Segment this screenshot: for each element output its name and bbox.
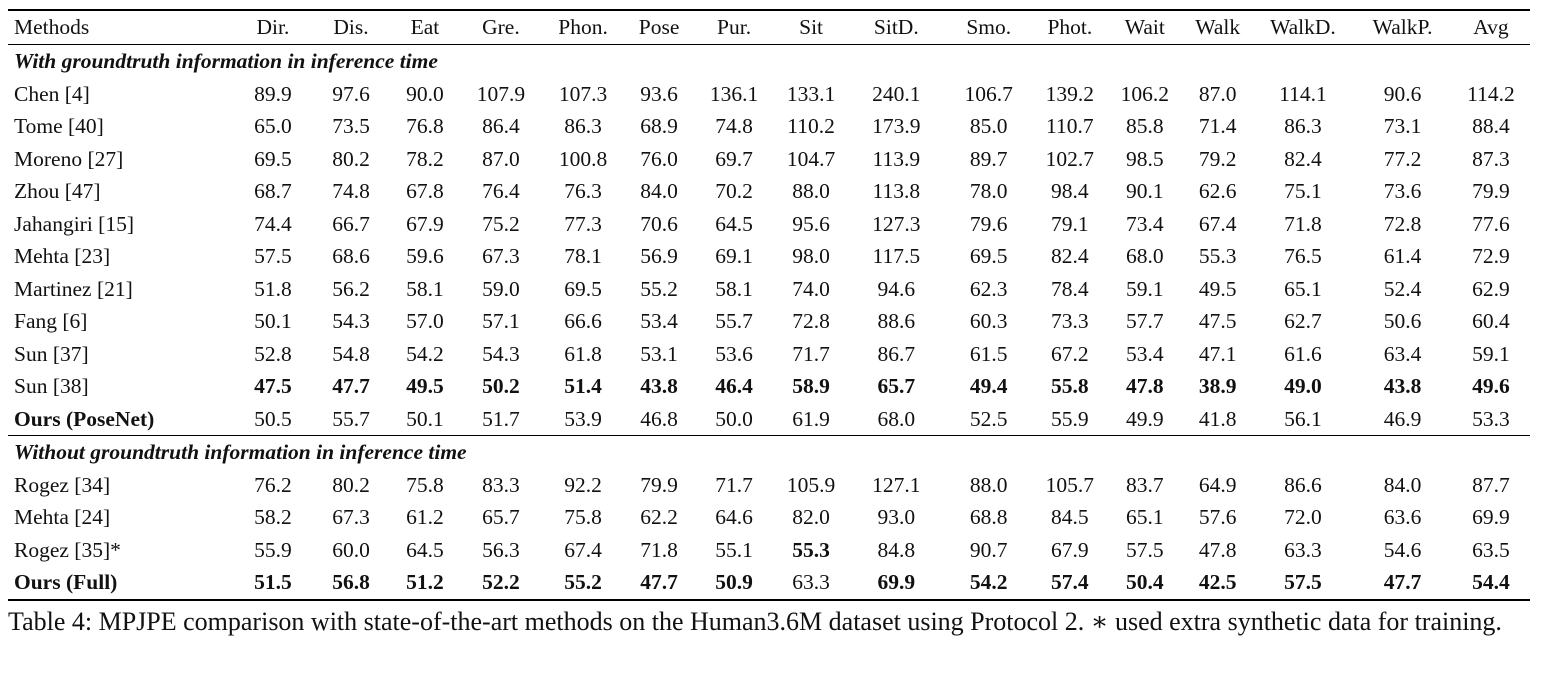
value-cell: 52.4 [1383,276,1422,301]
value-cell: 76.4 [482,179,520,203]
value-cell: 61.5 [969,341,1008,366]
value-cell: 68.6 [332,244,370,268]
value-cell: 42.5 [1198,570,1237,594]
method-cell: Ours (PoseNet) [14,406,155,431]
value-cell: 54.6 [1383,537,1422,562]
value-cell: 62.6 [1198,179,1237,203]
value-cell: 90.1 [1125,179,1164,203]
value-cell: 50.0 [715,406,753,431]
value-cell: 41.8 [1198,406,1237,431]
value-cell: 173.9 [872,114,921,138]
table-row [8,110,1530,143]
value-cell: 69.5 [564,276,602,301]
value-cell: 61.8 [564,341,602,366]
value-cell: 47.7 [1383,570,1422,594]
value-cell: 66.6 [564,309,602,333]
value-cell: 53.6 [715,341,753,366]
value-cell: 74.0 [792,276,830,301]
value-cell: 87.7 [1472,472,1510,497]
value-cell: 65.7 [877,374,916,398]
value-cell: 73.3 [1051,309,1089,333]
header-sit: Sit [774,10,848,45]
value-cell: 62.9 [1472,276,1510,301]
value-cell: 127.1 [872,472,921,497]
value-cell: 62.7 [1284,309,1322,333]
value-cell: 51.5 [254,570,292,594]
value-cell: 58.2 [254,505,292,529]
value-cell: 90.7 [969,537,1008,562]
value-cell: 76.5 [1284,244,1322,268]
value-cell: 55.8 [1051,374,1089,398]
value-cell: 63.5 [1472,537,1510,562]
value-cell: 68.0 [877,406,916,431]
value-cell: 79.6 [969,211,1008,236]
method-cell: Fang [6] [14,309,88,333]
table-row [8,534,1530,567]
value-cell: 84.0 [640,179,678,203]
table-row [8,501,1530,534]
value-cell: 73.4 [1125,211,1164,236]
value-cell: 67.4 [564,537,602,562]
value-cell: 86.4 [482,114,520,138]
value-cell: 54.2 [969,570,1008,594]
value-cell: 240.1 [872,81,921,106]
value-cell: 78.2 [406,146,444,171]
value-cell: 114.1 [1279,81,1327,106]
value-cell: 63.3 [1284,537,1322,562]
value-cell: 73.6 [1383,179,1422,203]
value-cell: 43.8 [1383,374,1422,398]
header-dir: Dir. [234,10,312,45]
value-cell: 55.3 [1198,244,1237,268]
value-cell: 88.6 [877,309,916,333]
value-cell: 56.2 [332,276,370,301]
value-cell: 84.5 [1051,505,1089,529]
value-cell: 59.1 [1472,341,1510,366]
value-cell: 79.1 [1051,211,1089,236]
table-row [8,370,1530,403]
value-cell: 60.3 [969,309,1008,333]
value-cell: 51.7 [482,406,520,431]
header-wait: Wait [1107,10,1183,45]
value-cell: 90.0 [406,81,444,106]
table-row [8,403,1530,436]
value-cell: 52.8 [254,341,292,366]
value-cell: 82.4 [1051,244,1089,268]
value-cell: 64.5 [715,211,753,236]
value-cell: 133.1 [786,81,836,106]
value-cell: 71.7 [792,341,830,366]
value-cell: 62.3 [969,276,1008,301]
value-cell: 77.2 [1383,146,1422,171]
value-cell: 50.2 [482,374,520,398]
value-cell: 72.8 [1383,211,1422,236]
value-cell: 78.4 [1051,276,1089,301]
value-cell: 86.6 [1284,472,1322,497]
value-cell: 114.2 [1467,81,1515,106]
value-cell: 57.7 [1125,309,1164,333]
header-smo: Smo. [945,10,1033,45]
value-cell: 86.3 [564,114,602,138]
value-cell: 57.5 [254,244,292,268]
value-cell: 50.1 [406,406,444,431]
header-eat: Eat [390,10,460,45]
value-cell: 55.1 [715,537,753,562]
value-cell: 69.7 [715,146,753,171]
value-cell: 75.8 [564,505,602,529]
value-cell: 47.5 [254,374,292,398]
value-cell: 69.9 [877,570,916,594]
value-cell: 50.4 [1125,570,1164,594]
value-cell: 53.1 [640,341,678,366]
header-avg: Avg [1452,10,1530,45]
header-walkp: WalkP. [1353,10,1452,45]
value-cell: 67.4 [1198,211,1237,236]
table-row [8,566,1530,600]
value-cell: 67.3 [332,505,370,529]
value-cell: 70.6 [640,211,678,236]
value-cell: 54.4 [1472,570,1510,594]
value-cell: 98.0 [792,244,830,268]
value-cell: 85.0 [969,114,1008,138]
table-row [8,208,1530,241]
value-cell: 65.7 [482,505,520,529]
header-walkd: WalkD. [1253,10,1354,45]
header-phot: Phot. [1033,10,1107,45]
value-cell: 60.0 [332,537,370,562]
value-cell: 98.5 [1125,146,1164,171]
value-cell: 67.3 [482,244,520,268]
value-cell: 58.1 [715,276,753,301]
results-table [8,9,1530,601]
value-cell: 52.2 [482,570,520,594]
section-title: With groundtruth information in inference time [14,49,438,73]
value-cell: 65.0 [254,114,292,138]
value-cell: 76.2 [254,472,292,497]
value-cell: 67.8 [406,179,444,203]
method-cell: Sun [38] [14,374,89,398]
value-cell: 58.9 [792,374,830,398]
method-cell: Ours (Full) [14,570,118,594]
value-cell: 85.8 [1125,114,1164,138]
value-cell: 106.7 [964,81,1013,106]
value-cell: 88.0 [969,472,1008,497]
value-cell: 55.3 [792,537,830,562]
table-row [8,469,1530,502]
value-cell: 127.3 [872,211,921,236]
value-cell: 61.6 [1284,341,1322,366]
value-cell: 106.2 [1120,81,1169,106]
value-cell: 51.8 [254,276,292,301]
value-cell: 82.0 [792,505,830,529]
value-cell: 47.8 [1198,537,1237,562]
value-cell: 68.8 [969,505,1008,529]
value-cell: 55.7 [332,406,370,431]
value-cell: 69.1 [715,244,753,268]
value-cell: 100.8 [558,146,608,171]
value-cell: 49.5 [406,374,444,398]
section-header-row [8,436,1530,469]
results-table-container [8,9,1530,601]
method-cell: Jahangiri [15] [14,211,135,236]
value-cell: 79.9 [640,472,678,497]
value-cell: 82.4 [1284,146,1322,171]
header-methods: Methods [8,10,234,45]
value-cell: 80.2 [332,146,370,171]
value-cell: 47.5 [1198,309,1237,333]
value-cell: 53.4 [1125,341,1164,366]
value-cell: 83.7 [1125,472,1164,497]
value-cell: 55.2 [564,570,602,594]
header-gre: Gre. [460,10,542,45]
value-cell: 49.5 [1198,276,1237,301]
value-cell: 78.0 [969,179,1008,203]
value-cell: 62.2 [640,505,678,529]
value-cell: 86.7 [877,341,916,366]
value-cell: 93.6 [640,81,678,106]
value-cell: 58.1 [406,276,444,301]
value-cell: 89.7 [969,146,1008,171]
value-cell: 104.7 [786,146,836,171]
table-row [8,143,1530,176]
method-cell: Chen [4] [14,81,90,106]
value-cell: 38.9 [1198,374,1237,398]
method-cell: Moreno [27] [14,146,124,171]
value-cell: 75.2 [482,211,520,236]
value-cell: 47.8 [1125,374,1164,398]
value-cell: 56.9 [640,244,678,268]
value-cell: 57.4 [1051,570,1089,594]
value-cell: 68.9 [640,114,678,138]
value-cell: 76.8 [406,114,444,138]
table-header-row [8,10,1530,45]
value-cell: 56.3 [482,537,520,562]
value-cell: 84.8 [877,537,916,562]
value-cell: 57.1 [482,309,520,333]
value-cell: 113.9 [872,146,921,171]
value-cell: 72.8 [792,309,830,333]
value-cell: 97.6 [332,81,370,106]
value-cell: 94.6 [877,276,916,301]
value-cell: 105.9 [786,472,836,497]
value-cell: 93.0 [877,505,916,529]
value-cell: 90.6 [1383,81,1422,106]
value-cell: 107.3 [558,81,608,106]
value-cell: 74.8 [332,179,370,203]
method-cell: Rogez [34] [14,472,111,497]
header-phon: Phon. [542,10,624,45]
value-cell: 50.6 [1383,309,1422,333]
value-cell: 57.5 [1284,570,1322,594]
method-cell: Rogez [35]* [14,537,121,562]
value-cell: 43.8 [640,374,678,398]
value-cell: 46.8 [640,406,678,431]
method-cell: Zhou [47] [14,179,101,203]
value-cell: 55.9 [1051,406,1089,431]
value-cell: 72.9 [1472,244,1510,268]
value-cell: 64.6 [715,505,753,529]
value-cell: 51.4 [564,374,602,398]
value-cell: 49.4 [969,374,1008,398]
value-cell: 139.2 [1045,81,1095,106]
value-cell: 47.1 [1198,341,1237,366]
value-cell: 87.3 [1472,146,1510,171]
value-cell: 46.9 [1383,406,1422,431]
method-cell: Martinez [21] [14,276,133,301]
value-cell: 59.6 [406,244,444,268]
value-cell: 49.6 [1472,374,1510,398]
table-row [8,78,1530,111]
value-cell: 68.7 [254,179,292,203]
method-cell: Mehta [24] [14,505,111,529]
value-cell: 55.9 [254,537,292,562]
section-title: Without groundtruth information in inference time [14,440,467,464]
value-cell: 49.9 [1125,406,1164,431]
table-row [8,338,1530,371]
value-cell: 98.4 [1051,179,1089,203]
value-cell: 110.7 [1046,114,1094,138]
value-cell: 105.7 [1045,472,1095,497]
value-cell: 67.9 [1051,537,1089,562]
value-cell: 95.6 [792,211,830,236]
value-cell: 65.1 [1284,276,1322,301]
section-header-row [8,45,1530,78]
value-cell: 73.5 [332,114,370,138]
value-cell: 79.9 [1472,179,1510,203]
value-cell: 79.2 [1198,146,1237,171]
value-cell: 86.3 [1284,114,1322,138]
value-cell: 71.8 [1284,211,1322,236]
value-cell: 56.1 [1284,406,1322,431]
value-cell: 46.4 [715,374,753,398]
value-cell: 61.4 [1383,244,1422,268]
value-cell: 50.1 [254,309,292,333]
value-cell: 57.0 [406,309,444,333]
value-cell: 61.9 [792,406,830,431]
value-cell: 88.0 [792,179,830,203]
value-cell: 75.1 [1284,179,1322,203]
header-pose: Pose [624,10,694,45]
value-cell: 69.5 [969,244,1008,268]
value-cell: 61.2 [406,505,444,529]
method-cell: Tome [40] [14,114,104,138]
value-cell: 53.9 [564,406,602,431]
value-cell: 84.0 [1383,472,1422,497]
value-cell: 71.8 [640,537,678,562]
value-cell: 74.8 [715,114,753,138]
value-cell: 56.8 [332,570,370,594]
value-cell: 83.3 [482,472,520,497]
value-cell: 92.2 [564,472,602,497]
value-cell: 60.4 [1472,309,1510,333]
value-cell: 75.8 [406,472,444,497]
value-cell: 51.2 [406,570,444,594]
value-cell: 50.5 [254,406,292,431]
value-cell: 54.3 [332,309,370,333]
value-cell: 55.7 [715,309,753,333]
value-cell: 87.0 [1198,81,1237,106]
value-cell: 64.5 [406,537,444,562]
value-cell: 64.9 [1198,472,1237,497]
value-cell: 57.6 [1198,505,1237,529]
value-cell: 136.1 [709,81,759,106]
value-cell: 53.4 [640,309,678,333]
value-cell: 49.0 [1284,374,1322,398]
table-body [8,45,1530,600]
value-cell: 69.5 [254,146,292,171]
value-cell: 76.0 [640,146,678,171]
value-cell: 54.8 [332,341,370,366]
value-cell: 73.1 [1383,114,1422,138]
value-cell: 77.3 [564,211,602,236]
value-cell: 80.2 [332,472,370,497]
value-cell: 53.3 [1472,406,1510,431]
value-cell: 69.9 [1472,505,1510,529]
value-cell: 71.7 [715,472,753,497]
value-cell: 70.2 [715,179,753,203]
header-dis: Dis. [312,10,390,45]
value-cell: 55.2 [640,276,678,301]
value-cell: 59.1 [1125,276,1164,301]
value-cell: 47.7 [640,570,678,594]
value-cell: 54.2 [406,341,444,366]
value-cell: 50.9 [715,570,753,594]
value-cell: 67.2 [1051,341,1089,366]
table-row [8,273,1530,306]
value-cell: 87.0 [482,146,520,171]
value-cell: 47.7 [332,374,370,398]
value-cell: 72.0 [1284,505,1322,529]
value-cell: 54.3 [482,341,520,366]
method-cell: Mehta [23] [14,244,111,268]
value-cell: 77.6 [1472,211,1510,236]
value-cell: 117.5 [872,244,921,268]
value-cell: 66.7 [332,211,370,236]
header-sitd: SitD. [848,10,945,45]
header-walk: Walk [1183,10,1253,45]
table-row [8,305,1530,338]
value-cell: 113.8 [872,179,921,203]
value-cell: 52.5 [969,406,1008,431]
value-cell: 68.0 [1125,244,1164,268]
value-cell: 65.1 [1125,505,1164,529]
value-cell: 89.9 [254,81,292,106]
value-cell: 67.9 [406,211,444,236]
value-cell: 71.4 [1198,114,1237,138]
value-cell: 107.9 [476,81,526,106]
value-cell: 59.0 [482,276,520,301]
value-cell: 78.1 [564,244,602,268]
value-cell: 102.7 [1045,146,1095,171]
table-row [8,175,1530,208]
value-cell: 63.4 [1383,341,1422,366]
value-cell: 63.3 [792,570,830,594]
value-cell: 88.4 [1472,114,1510,138]
table-caption: Table 4: MPJPE comparison with state-of-the-art methods on the Human3.6M dataset using Protocol 2. ∗ used extra synthetic data for training. [8,607,1502,636]
value-cell: 74.4 [254,211,292,236]
value-cell: 76.3 [564,179,602,203]
value-cell: 110.2 [787,114,835,138]
method-cell: Sun [37] [14,341,89,366]
table-row [8,240,1530,273]
value-cell: 63.6 [1383,505,1422,529]
value-cell: 57.5 [1125,537,1164,562]
header-pur: Pur. [694,10,774,45]
